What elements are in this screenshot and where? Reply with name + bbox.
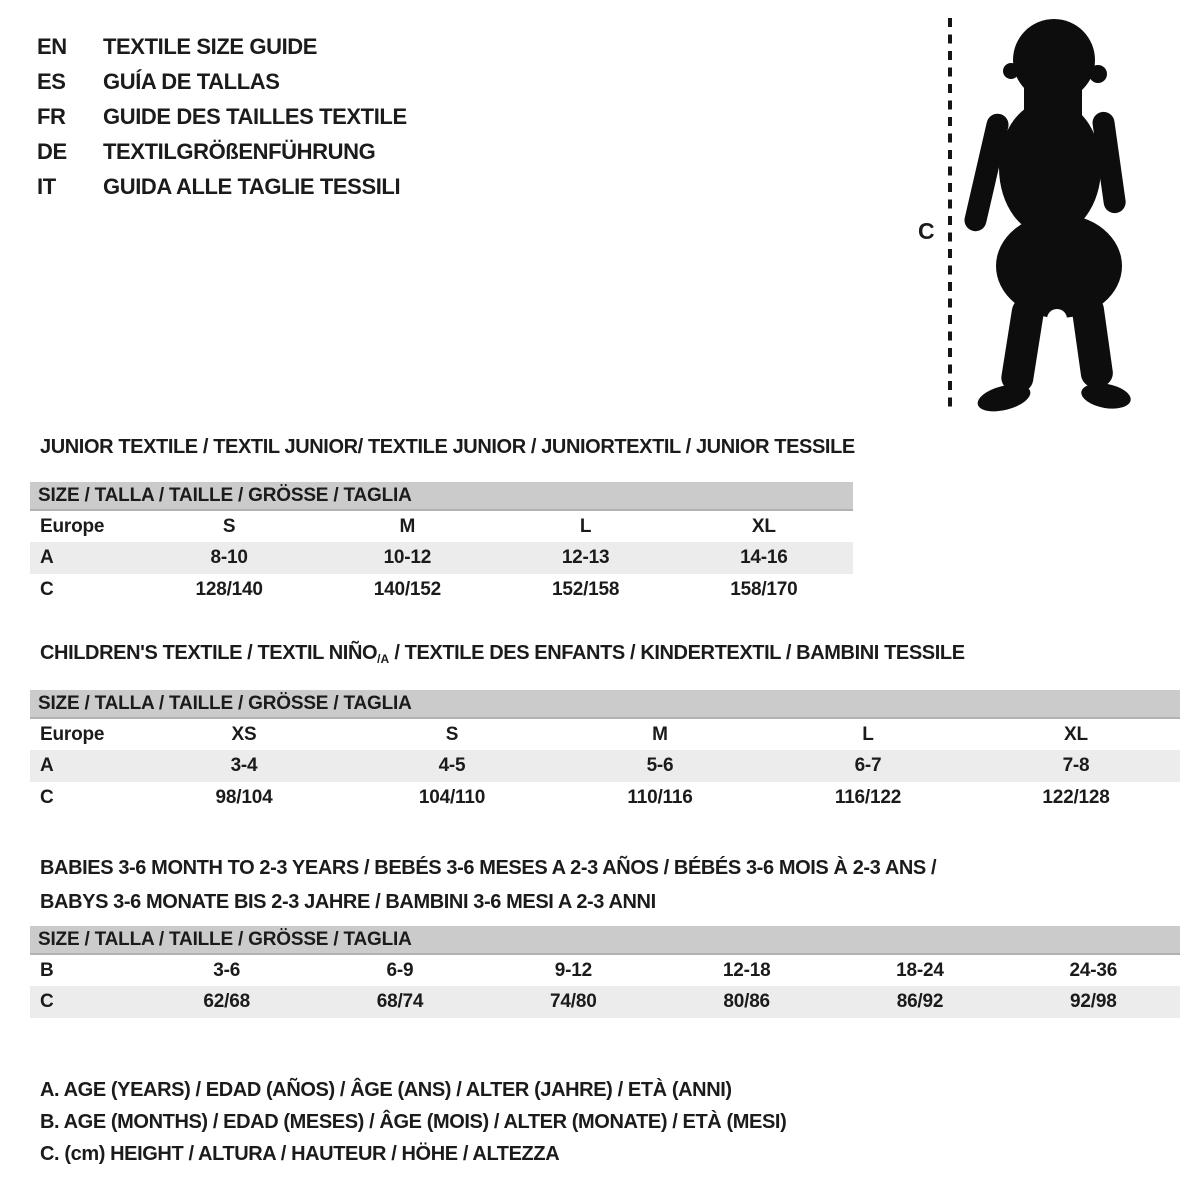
table-cell: L xyxy=(579,515,592,537)
table-cell: 116/122 xyxy=(834,787,902,808)
junior-size-table xyxy=(30,482,853,606)
row-label: C xyxy=(40,579,54,600)
table-cell: 7-8 xyxy=(972,750,1180,782)
language-title: GUIDA ALLE TAGLIE TESSILI xyxy=(103,174,401,199)
children-heading-text: CHILDREN'S TEXTILE / TEXTIL NIÑO xyxy=(40,642,378,664)
table-cell: 4-5 xyxy=(348,750,556,782)
row-label: C xyxy=(30,986,140,1018)
row-label: C xyxy=(40,787,54,808)
language-code: ES xyxy=(37,69,66,94)
size-header-band: SIZE / TALLA / TAILLE / GRÖSSE / TAGLIA xyxy=(30,926,1180,954)
measure-c-label: C xyxy=(918,218,935,244)
row-label: B xyxy=(40,959,54,981)
height-measure-figure xyxy=(900,12,1156,420)
size-header-band: SIZE / TALLA / TAILLE / GRÖSSE / TAGLIA xyxy=(30,690,1180,718)
table-cell: 10-12 xyxy=(318,542,496,574)
language-title: TEXTILE SIZE GUIDE xyxy=(103,34,318,59)
table-cell: 98/104 xyxy=(215,787,273,808)
table-row xyxy=(30,542,853,574)
table-cell: 3-4 xyxy=(140,750,348,782)
table-cell: 122/128 xyxy=(1042,787,1110,808)
table-cell: XL xyxy=(1064,723,1088,745)
table-cell: M xyxy=(652,723,668,745)
table-cell: XS xyxy=(231,723,257,745)
legend-line-c: C. (cm) HEIGHT / ALTURA / HAUTEUR / HÖHE / ALTEZZA xyxy=(40,1143,560,1165)
table-row xyxy=(30,954,1180,986)
language-code: DE xyxy=(37,139,67,164)
table-row xyxy=(30,750,1180,782)
babies-heading-line1: BABIES 3-6 MONTH TO 2-3 YEARS / BEBÉS 3-6 MESES A 2-3 AÑOS / BÉBÉS 3-6 MOIS À 2-3 ANS / xyxy=(40,857,937,879)
table-cell: S xyxy=(222,515,236,537)
size-header-band: SIZE / TALLA / TAILLE / GRÖSSE / TAGLIA xyxy=(30,482,853,510)
table-cell: 12-18 xyxy=(722,959,771,981)
language-title-list xyxy=(37,36,407,198)
table-cell: 3-6 xyxy=(213,959,241,981)
table-row xyxy=(30,986,1180,1018)
table-cell: XL xyxy=(751,515,776,537)
table-cell: 86/92 xyxy=(833,986,1006,1018)
table-cell: 12-13 xyxy=(497,542,675,574)
table-row xyxy=(30,574,853,606)
language-title: GUIDE DES TAILLES TEXTILE xyxy=(103,104,407,129)
children-section-heading xyxy=(40,641,965,671)
table-cell: 158/170 xyxy=(730,579,798,600)
table-cell: 68/74 xyxy=(313,986,486,1018)
table-cell: 8-10 xyxy=(140,542,318,574)
size-header-row xyxy=(30,926,1180,954)
size-header-row xyxy=(30,482,853,510)
children-heading-sub: /A xyxy=(377,652,390,666)
size-header-row xyxy=(30,690,1180,718)
legend-block xyxy=(40,1074,786,1170)
row-label: Europe xyxy=(40,723,105,745)
table-cell: 104/110 xyxy=(418,787,486,808)
table-cell: 24-36 xyxy=(1069,959,1118,981)
table-row xyxy=(30,782,1180,814)
language-title: GUÍA DE TALLAS xyxy=(103,69,280,94)
table-cell: 6-9 xyxy=(386,959,414,981)
table-cell: 14-16 xyxy=(675,542,853,574)
language-code: EN xyxy=(37,34,67,59)
junior-table-wrap xyxy=(30,482,853,606)
table-row xyxy=(30,718,1180,750)
table-cell: L xyxy=(862,723,874,745)
babies-section-heading xyxy=(40,851,936,919)
table-cell: 74/80 xyxy=(487,986,660,1018)
language-code: FR xyxy=(37,104,66,129)
language-code: IT xyxy=(37,174,56,199)
children-heading-text: / TEXTILE DES ENFANTS / KINDERTEXTIL / BAMBINI TESSILE xyxy=(389,642,965,664)
table-cell: 92/98 xyxy=(1007,986,1180,1018)
junior-section-heading: JUNIOR TEXTILE / TEXTIL JUNIOR/ TEXTILE JUNIOR / JUNIORTEXTIL / JUNIOR TESSILE xyxy=(40,436,855,458)
babies-table-wrap xyxy=(30,926,1180,1018)
table-cell: 152/158 xyxy=(551,579,620,600)
table-cell: 128/140 xyxy=(195,579,263,600)
table-cell: 140/152 xyxy=(373,579,442,600)
language-title: TEXTILGRÖßENFÜHRUNG xyxy=(103,139,376,164)
table-cell: 5-6 xyxy=(556,750,764,782)
legend-line-b: B. AGE (MONTHS) / EDAD (MESES) / ÂGE (MOIS) / ALTER (MONATE) / ETÀ (MESI) xyxy=(40,1111,787,1133)
table-cell: 62/68 xyxy=(140,986,313,1018)
table-cell: 9-12 xyxy=(554,959,592,981)
table-row xyxy=(30,510,853,542)
children-table-wrap xyxy=(30,690,1180,814)
babies-size-table xyxy=(30,926,1180,1018)
table-cell: 6-7 xyxy=(764,750,972,782)
table-cell: 18-24 xyxy=(896,959,944,981)
legend-line-a: A. AGE (YEARS) / EDAD (AÑOS) / ÂGE (ANS) / ALTER (JAHRE) / ETÀ (ANNI) xyxy=(40,1079,732,1101)
children-size-table xyxy=(30,690,1180,814)
row-label: A xyxy=(30,750,140,782)
table-cell: S xyxy=(445,723,459,745)
table-cell: 80/86 xyxy=(660,986,833,1018)
toddler-silhouette-icon xyxy=(900,12,1156,420)
table-cell: 110/116 xyxy=(627,787,693,808)
row-label: A xyxy=(30,542,140,574)
row-label: Europe xyxy=(40,515,105,537)
table-cell: M xyxy=(399,515,416,537)
babies-heading-line2: BABYS 3-6 MONATE BIS 2-3 JAHRE / BAMBINI 3-6 MESI A 2-3 ANNI xyxy=(40,891,656,913)
